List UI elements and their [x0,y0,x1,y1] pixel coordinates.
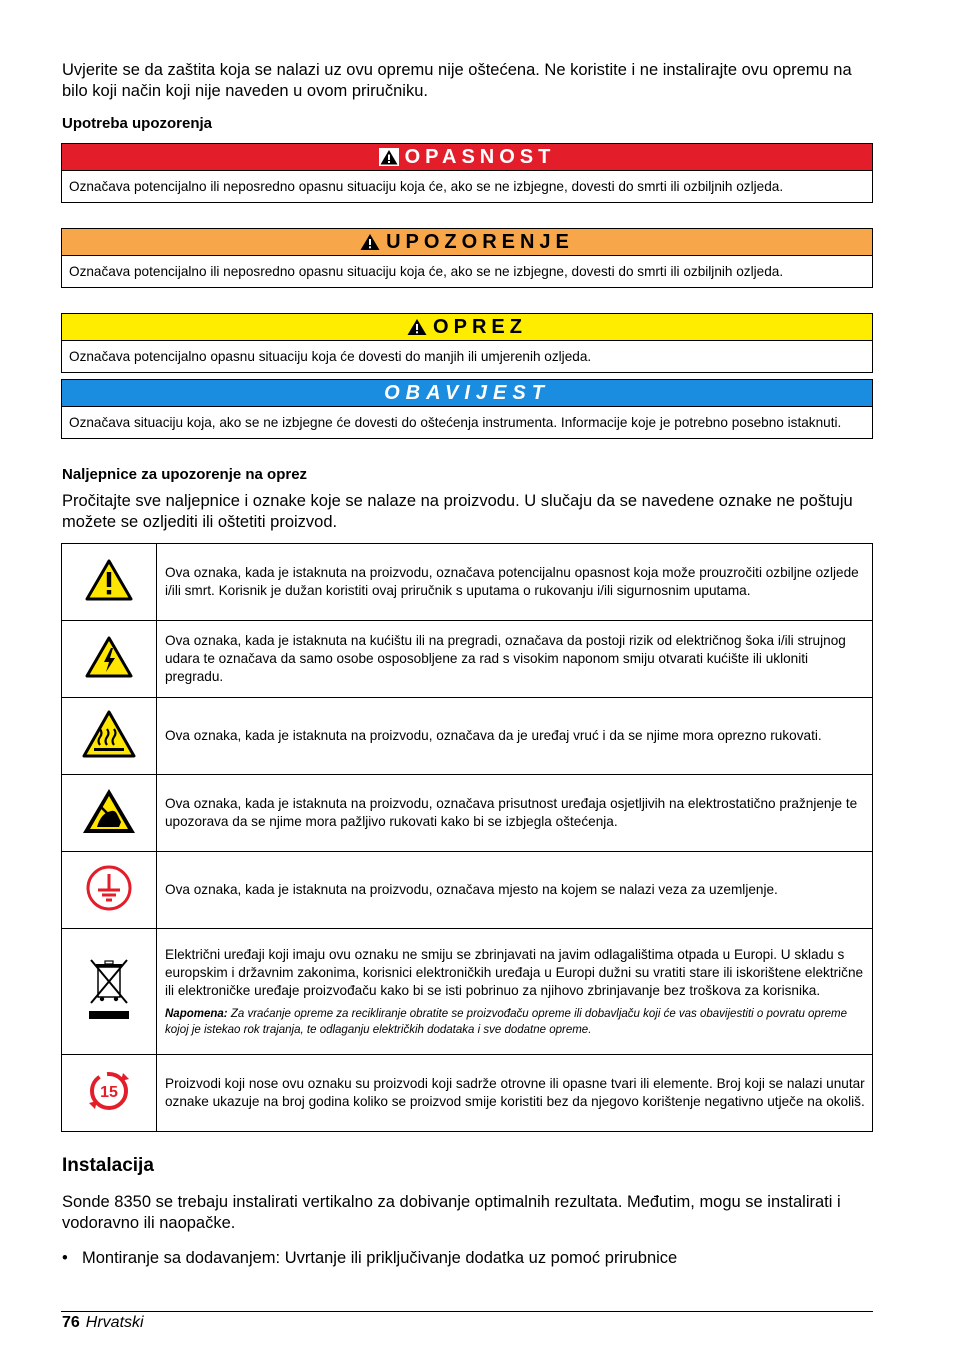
table-row [62,698,873,775]
heading-install: Instalacija [62,1155,154,1176]
electrostatic-discharge-icon [81,787,137,835]
danger-label: OPASNOST [404,145,556,168]
warning-triangle-icon [360,233,380,251]
footer-divider [61,1311,873,1312]
caution-box [61,313,873,373]
warning-triangle-icon [407,318,427,336]
caution-text: Označava potencijalno opasnu situaciju koja će dovesti do manjih ili umjerenih ozljeda. [69,349,592,364]
notice-label: OBAVIJEST [384,381,550,404]
electric-shock-icon [85,636,133,678]
china-rohs-15-icon [85,1067,133,1115]
danger-text: Označava potencijalno ili neposredno opasnu situaciju koja će, ako se ne izbjegne, dovesti do smrti ili ozbiljnih ozljeda. [69,179,784,194]
symbol-text: Proizvodi koji nose ovu oznaku su proizvodi koji sadrže otrovne ili opasne tvari ili elemente. Broj koji se nalazi unutar oznake ukazuje na broj godina koliko se proizvod smije koristiti bez da njegovo korištenje negativno utječe na okoliš. [157,1055,873,1132]
list-item: • Montiranje sa dodavanjem: Uvrtanje ili priključivanje dodatka uz pomoć prirubnice [62,1249,678,1267]
page-footer [62,1314,144,1332]
rohs-number: 15 [100,1083,118,1101]
table-row [62,775,873,852]
warning-label: UPOZORENJE [386,230,574,253]
weee-note [165,1006,865,1038]
symbol-text: Ova oznaka, kada je istaknuta na proizvodu, označava potencijalnu opasnost koja može prouzročiti ozbiljne ozljede i/ili smrt. Korisnik je dužan koristiti ovaj priručnik s uputama o rukovanju i/ili sigurnosnim uputama. [157,544,873,621]
heading-labels: Naljepnice za upozorenje na oprez [62,466,308,483]
symbol-text: Ova oznaka, kada je istaknuta na proizvodu, označava mjesto na kojem se nalazi veza za uzemljenje. [157,852,873,929]
page-number: 76 [62,1314,80,1331]
heading-usage: Upotreba upozorenja [62,115,213,132]
symbol-text: Električni uređaji koji imaju ovu oznaku ne smiju se zbrinjavati na javim odlagalištima otpada u Europi. U skladu s europskim i državnim zakonima, korisnici elektroničkih uređaja u Europi dužni su vratiti stare ili iskorištene električne ili elektroničke uređaje proizvođaču kako bi se isti pobrinuo za njihovo zbrinjavanje bez troškova za korisnika. [165,946,864,998]
danger-box [61,143,873,203]
install-text: Sonde 8350 se trebaju instalirati vertikalno za dobivanje optimalnih rezultata. Međutim, mogu se instalirati i vodoravno ili naopačke. [62,1193,841,1232]
symbol-text: Ova oznaka, kada je istaknuta na kućištu ili na pregradi, označava da postoji rizik od električnog šoka i/ili strujnog udara te označava da samo osobe osposobljene za rad s visokim naponom smiju otvarati kućište ili ukloniti pregradu. [157,621,873,698]
warning-box [61,228,873,288]
symbol-text: Ova oznaka, kada je istaknuta na proizvodu, označava da je uređaj vruć i da se njime mora oprezno rukovati. [157,698,873,775]
notice-text: Označava situaciju koja, ako se ne izbjegne će dovesti do oštećenja instrumenta. Informacije koje je potrebno posebno istaknuti. [69,415,842,430]
footer-language: Hrvatski [85,1314,144,1331]
warning-text: Označava potencijalno ili neposredno opasnu situaciju koja će, ako se ne izbjegne, dovesti do smrti ili ozbiljnih ozljeda. [69,264,784,279]
note-text: Za vraćanje opreme za recikliranje obratite se proizvođaču opreme ili dobavljaču koji će vas obavijestiti o povratu opreme kojoj je istekao rok trajanja, te odlaganju električkih dodataka i sve dodatne opreme. [165,1007,848,1036]
bullet-text: Montiranje sa dodavanjem: Uvrtanje ili priključivanje dodatka uz pomoć prirubnice [82,1249,678,1267]
note-label: Napomena: [165,1007,228,1020]
protective-earth-icon [85,864,133,912]
table-row [62,929,873,1055]
table-row [62,852,873,929]
weee-crossed-bin-icon [87,957,131,1021]
symbol-text: Ova oznaka, kada je istaknuta na proizvodu, označava prisutnost uređaja osjetljivih na elektrostatično pražnjenje te upozorava da se njime mora pažljivo rukovati kako bi se izbjegla oštećenja. [157,775,873,852]
labels-intro: Pročitajte sve naljepnice i oznake koje se nalaze na proizvodu. U slučaju da se navedene oznake ne poštuju možete se ozljediti ili oštetiti proizvod. [62,492,853,531]
caution-label: OPREZ [433,315,527,338]
intro-paragraph: Uvjerite se da zaštita koja se nalazi uz ovu opremu nije oštećena. Ne koristite i ne instalirajte ovu opremu na bilo koji način koji nije naveden u ovom priručniku. [62,61,852,100]
hot-surface-icon [82,710,136,758]
warning-triangle-icon [379,148,399,166]
general-warning-icon [85,559,133,601]
table-row [62,544,873,621]
symbols-table [61,543,873,1132]
table-row [62,1055,873,1132]
table-row [62,621,873,698]
notice-box [61,379,873,439]
